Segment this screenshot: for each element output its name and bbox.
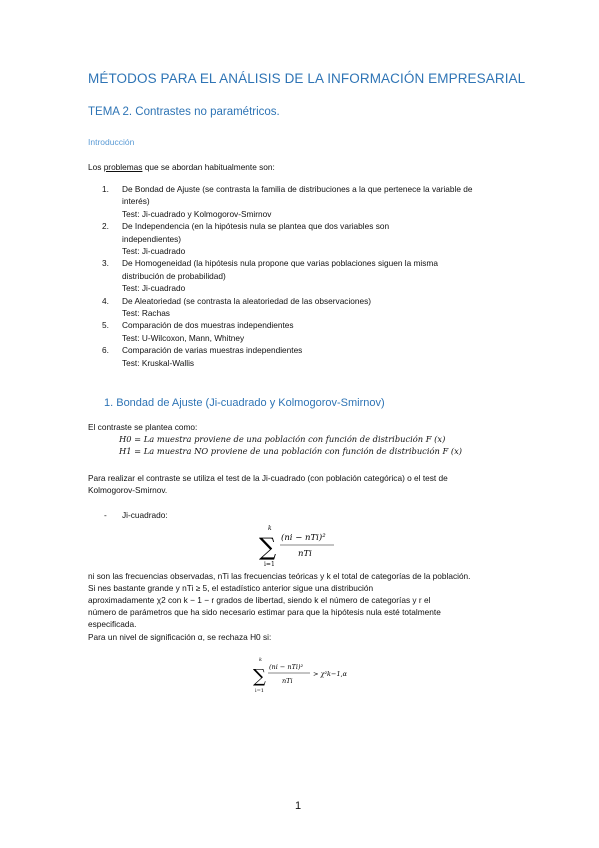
fraction-denominator: nTi [282,677,293,685]
intro-underlined: problemas [103,162,143,172]
fraction-numerator: (ni − nTi)² [281,533,326,543]
item-test: Test: U-Wilcoxon, Mann, Whitney [122,332,245,343]
sum-lower-limit: i=1 [264,561,275,568]
item-number: 6. [102,345,109,356]
intro-heading: Introducción [88,137,135,147]
description-line: especificada. [88,619,137,629]
contrast-intro: El contraste se plantea como: [88,422,198,432]
item-test: Test: Rachas [122,308,170,319]
topic-heading: TEMA 2. Contrastes no paramétricos. [88,106,280,118]
item-line: distribución de probabilidad) [122,270,226,281]
section-heading: 1. Bondad de Ajuste (Ji-cuadrado y Kolmogorov-Smirnov) [104,397,385,409]
bullet-label: Ji-cuadrado: [122,510,168,520]
intro-pre: Los [88,162,104,172]
bullet-dash: - [104,510,107,520]
paragraph-line: Kolmogorov-Smirnov. [88,485,168,495]
item-number: 4. [102,295,109,306]
item-line: Comparación de varias muestras independientes [122,345,303,356]
rejection-line: Para un nivel de significación α, se rechaza H0 si: [88,632,272,642]
page-number: 1 [295,800,302,812]
problem-item [102,257,532,294]
problem-item [102,295,532,320]
paragraph-line: Para realizar el contraste se utiliza el test de la Ji-cuadrado (con población categórica) o el test de [88,473,448,483]
item-number: 2. [102,221,109,232]
item-test: Test: Ji-cuadrado [122,283,186,294]
item-test: Test: Ji-cuadrado [122,246,186,257]
problem-item [102,220,532,257]
problem-item [102,183,532,220]
item-line: De Bondad de Ajuste (se contrasta la familia de distribuciones a la que pertenece la variable de [122,184,473,194]
rejection-formula [252,655,372,695]
description-line: aproximadamente χ2 con k − 1 − r grados de libertad, siendo k el número de categorías y r el [88,595,431,605]
problems-list [102,183,532,369]
item-number: 3. [102,258,109,269]
item-line: Comparación de dos muestras independientes [122,320,294,331]
hypothesis-h0: H0 = La muestra proviene de una población con función de distribución F (x) [119,434,446,444]
sum-symbol: ∑ [253,666,266,687]
intro-line [88,162,275,174]
sum-upper-limit: k [268,525,272,532]
fraction-denominator: nTi [298,549,312,559]
problem-item [102,319,532,344]
item-number: 1. [102,184,109,194]
item-line: De Aleatoriedad (se contrasta la aleatoriedad de las observaciones) [122,295,372,306]
item-test: Test: Kruskal-Wallis [122,357,195,368]
item-line: De Independencia (en la hipótesis nula se plantea que dos variables son [122,221,390,232]
item-test: Test: Ji-cuadrado y Kolmogorov-Smirnov [122,208,272,219]
item-line: independientes) [122,233,182,244]
sum-lower-limit: i=1 [255,688,264,694]
item-number: 5. [102,320,109,331]
description-line: ni son las frecuencias observadas, nTi las frecuencias teóricas y k el total de categorías de la población. [88,571,471,581]
fraction-numerator: (ni − nTi)² [269,663,304,671]
chi-square-statistic [258,524,338,570]
hypothesis-h1: H1 = La muestra NO proviene de una población con función de distribución F (x) [119,446,463,456]
document-title: MÉTODOS PARA EL ANÁLISIS DE LA INFORMACIÓN EMPRESARIAL [88,71,526,86]
problem-item [102,344,532,369]
item-line: interés) [122,196,150,207]
description-line: Si nes bastante grande y nTi ≥ 5, el estadístico anterior sigue una distribución [88,583,374,593]
critical-value: > χ²k−1,α [313,670,348,678]
intro-post: que se abordan habitualmente son: [142,162,275,172]
item-line: De Homogeneidad (la hipótesis nula propone que varias poblaciones siguen la misma [122,258,438,269]
sum-symbol: ∑ [259,533,277,561]
sum-upper-limit: k [259,657,263,663]
description-line: número de parámetros que ha sido necesario estimar para que la hipótesis nula esté totalmente [88,607,441,617]
